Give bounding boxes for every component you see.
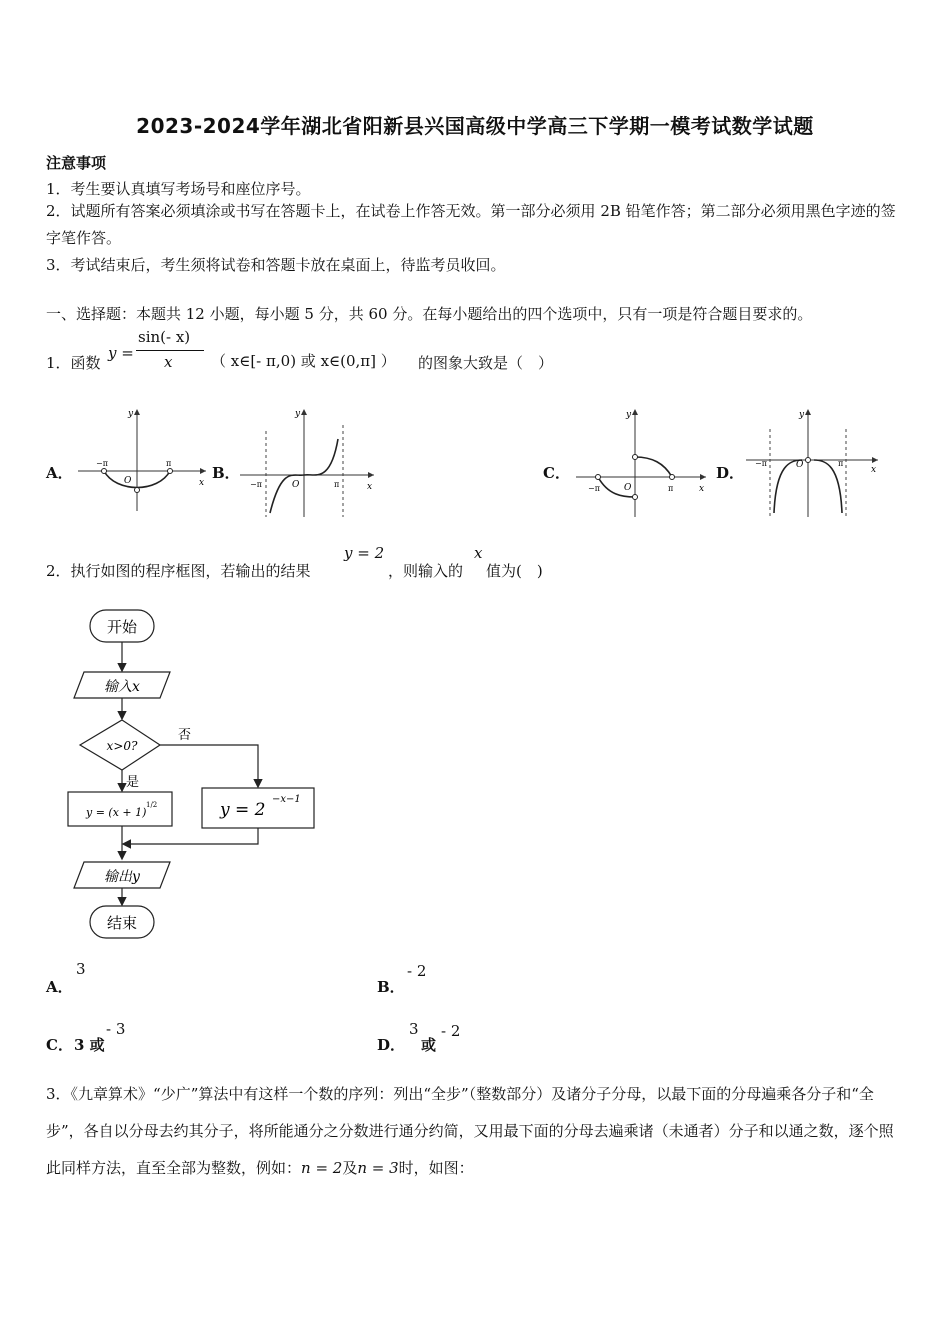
tick-neg-pi: −π <box>96 459 108 468</box>
graph-a <box>74 405 210 515</box>
flowchart <box>60 600 330 950</box>
option-b-label: B． <box>377 978 405 996</box>
q2-suffix: 值为( ) <box>486 562 543 580</box>
question-1 <box>46 326 926 376</box>
flow-yes-label: 是 <box>126 775 140 790</box>
axis-y-label: y <box>799 410 805 420</box>
q1-prefix: 1．函数 <box>46 354 101 372</box>
q1-domain: （ x∈[- π,0) 或 x∈(0,π] ） <box>211 352 396 370</box>
axis-x-label: x <box>367 482 373 492</box>
axis-x-label: x <box>699 484 705 494</box>
origin-label: O <box>796 460 804 470</box>
q2-var: x <box>474 544 483 562</box>
tick-pi: π <box>166 459 172 468</box>
q2-option-c <box>46 1020 346 1060</box>
notice-item: 3．考试结束后，考生须将试卷和答题卡放在桌面上，待监考员收回。 <box>46 256 506 274</box>
q1-formula-y: y = <box>108 344 134 362</box>
q2-option-d <box>377 1020 677 1060</box>
option-d-value2: - 2 <box>441 1022 461 1040</box>
graph-d <box>742 405 882 520</box>
flow-left-exponent: 1/2 <box>146 801 158 809</box>
option-d-value: 3 <box>409 1020 419 1038</box>
section-heading: 一、选择题：本题共 12 小题，每小题 5 分，共 60 分。在每小题给出的四个选项中，只有一项是符合题目要求的。 <box>46 305 813 323</box>
q2-option-a <box>46 960 346 1000</box>
graph-b <box>236 405 378 520</box>
option-a-label: A． <box>46 978 73 996</box>
axis-y-label: y <box>626 410 632 420</box>
axis-x-label: x <box>199 478 205 488</box>
q2-prefix: 2．执行如图的程序框图，若输出的结果 <box>46 562 311 580</box>
flow-no-label: 否 <box>178 728 192 743</box>
q3-end: 时，如图： <box>398 1159 474 1177</box>
notice-heading: 注意事项 <box>46 154 107 172</box>
origin-label: O <box>624 483 632 493</box>
q3-condition-2: n = 3 <box>357 1159 399 1177</box>
option-d-connector: 或 <box>421 1036 437 1054</box>
q1-formula-denominator: x <box>164 353 173 371</box>
question-2 <box>46 540 926 580</box>
fraction-bar <box>136 350 204 351</box>
origin-label: O <box>292 480 300 490</box>
axis-y-label: y <box>295 409 301 419</box>
tick-pi: π <box>838 459 844 468</box>
q3-text: 3．《九章算术》“少广”算法中有这样一个数的序列：列出“全步”（整数部分）及诸分子分母，以最下面的分母遍乘各分子和“全步”，各自以分母去约其分子，将所能通分之分数进行通分约简，又用最下面的分母去遍乘诸（未通者）分子和以通之数，逐个照此同样方法，直至全部为整数，例如： <box>46 1085 894 1177</box>
option-d-label: D． <box>716 464 745 482</box>
origin-label: O <box>124 476 132 486</box>
flow-condition-text: x>0? <box>106 739 138 753</box>
option-d-label: D． <box>377 1036 406 1054</box>
q2-middle: ，则输入的 <box>388 562 464 580</box>
graph-c <box>572 405 710 520</box>
axis-x-label: x <box>871 465 877 475</box>
flow-start-text: 开始 <box>106 618 138 636</box>
tick-pi: π <box>334 480 340 489</box>
flow-left-formula: y = (x + 1) <box>86 806 147 819</box>
page-title: 2023-2024学年湖北省阳新县兴国高级中学高三下学期一模考试数学试题 <box>136 114 814 138</box>
q3-and: 及 <box>342 1159 358 1177</box>
q2-option-b <box>377 960 677 1000</box>
q1-suffix: 的图象大致是（ ） <box>418 354 554 372</box>
flow-input-text: 输入x <box>104 679 140 695</box>
tick-neg-pi: −π <box>755 459 767 468</box>
option-b-value: - 2 <box>407 962 427 980</box>
tick-pi: π <box>668 484 674 493</box>
tick-neg-pi: −π <box>250 480 262 489</box>
q2-result: y = 2 <box>344 544 385 562</box>
q3-condition-1: n = 2 <box>301 1159 343 1177</box>
notice-item: 1．考生要认真填写考场号和座位序号。 <box>46 180 311 198</box>
flow-right-formula: y = 2 <box>220 800 266 820</box>
option-a-label: A． <box>46 464 73 482</box>
flow-right-exponent: −x−1 <box>272 794 301 805</box>
tick-neg-pi: −π <box>588 484 600 493</box>
flow-end-text: 结束 <box>106 914 138 932</box>
flow-output-text: 输出y <box>104 869 140 885</box>
option-c-label: C． <box>543 464 570 482</box>
option-c-value: 3 或 <box>74 1036 105 1054</box>
q1-formula-numerator: sin(- x) <box>138 328 191 346</box>
option-c-label: C． <box>46 1036 73 1054</box>
axis-y-label: y <box>128 409 134 419</box>
notice-item: 2．试题所有答案必须填涂或书写在答题卡上，在试卷上作答无效。第一部分必须用 2B 铅笔作答；第二部分必须用黑色字迹的签字笔作答。 <box>46 202 896 247</box>
option-a-value: 3 <box>76 960 86 978</box>
question-3 <box>46 1076 908 1187</box>
option-c-value2: - 3 <box>106 1020 126 1038</box>
option-b-label: B． <box>212 464 240 482</box>
